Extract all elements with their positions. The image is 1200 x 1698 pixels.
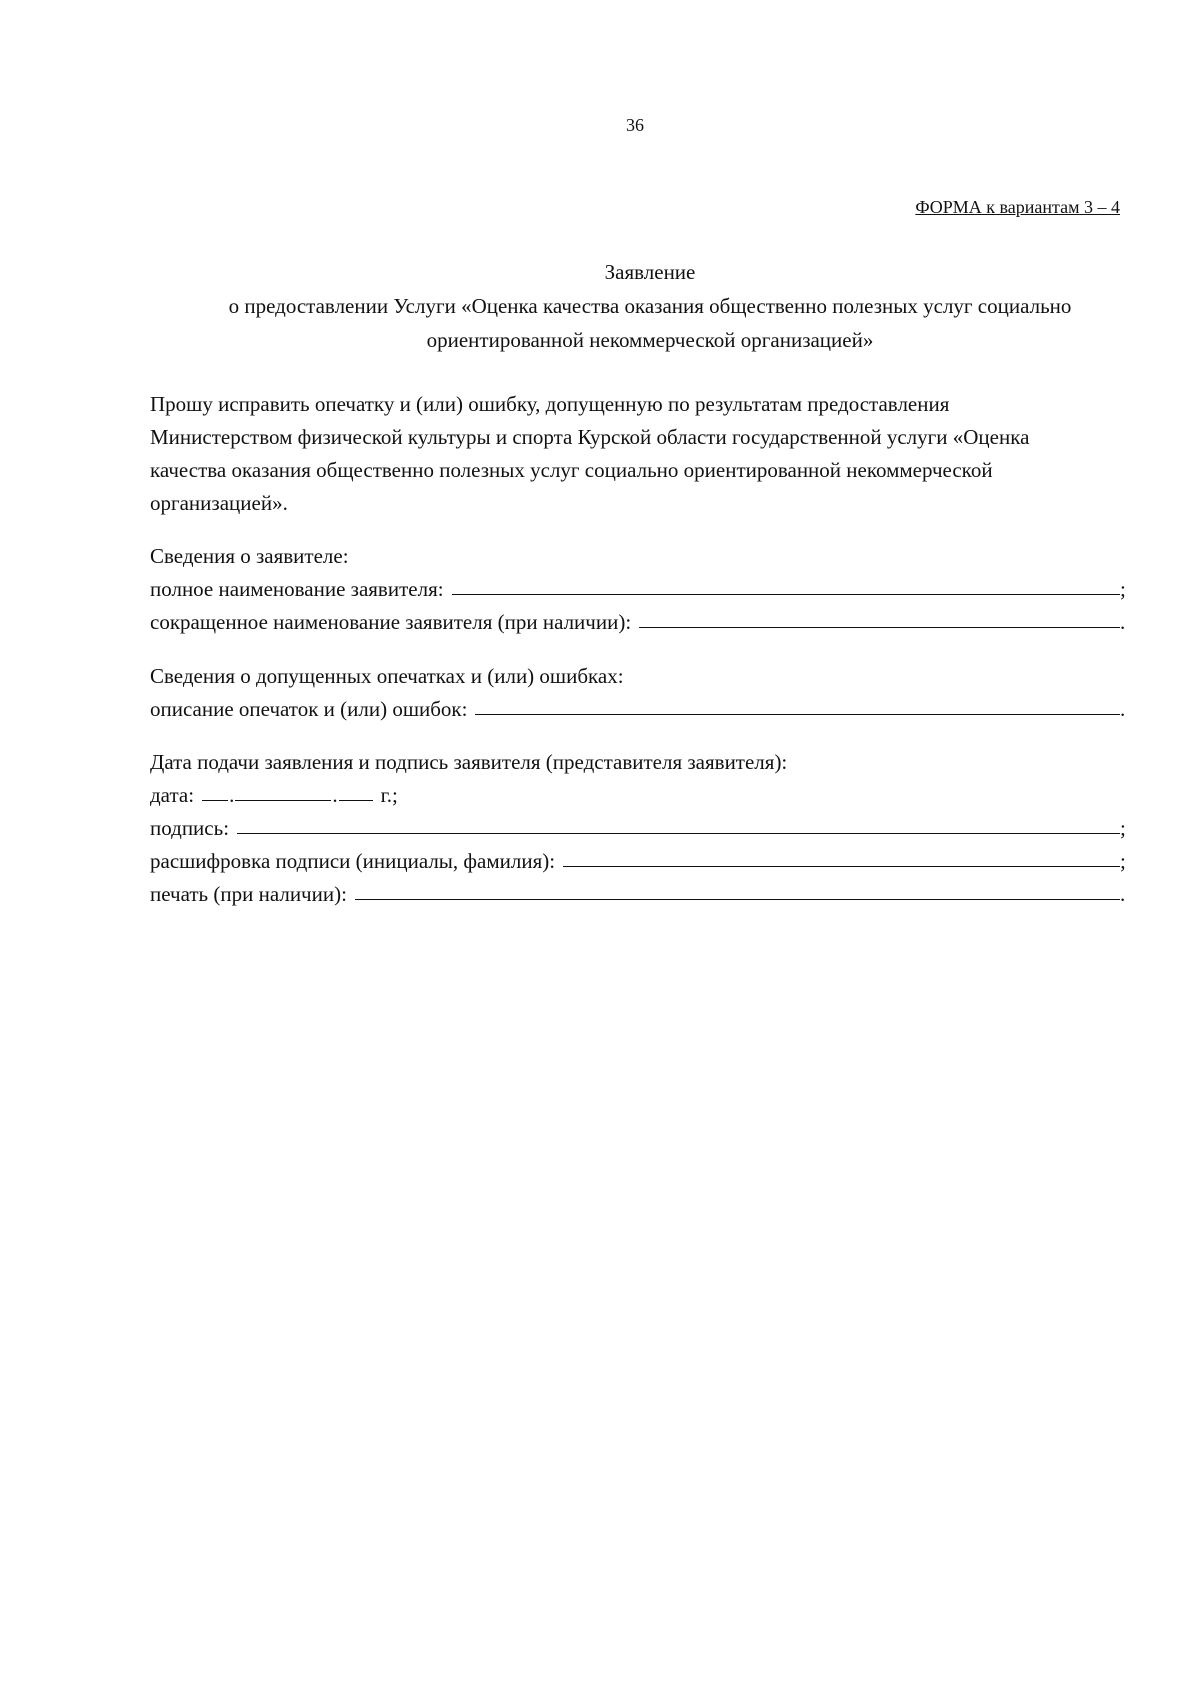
errors-description-label: описание опечаток и (или) ошибок: [150, 697, 468, 721]
title-line-2: ориентированной некоммерческой организацией» [426, 328, 874, 352]
errors-section [150, 656, 1130, 722]
decoding-field[interactable] [563, 865, 1120, 867]
errors-description-end: . [1120, 697, 1126, 721]
signature-row [150, 808, 1130, 841]
short-name-end: . [1120, 610, 1126, 634]
applicant-heading: Сведения о заявителе: [150, 544, 349, 568]
seal-end: . [1120, 882, 1126, 906]
form-reference: ФОРМА к вариантам 3 – 4 [915, 197, 1120, 217]
date-month-field[interactable] [235, 799, 331, 801]
short-name-label: сокращенное наименование заявителя (при наличии): [150, 610, 632, 634]
decoding-label: расшифровка подписи (инициалы, фамилия): [150, 849, 556, 873]
request-paragraph [150, 388, 1150, 520]
decoding-row [150, 841, 1130, 874]
seal-field[interactable] [355, 898, 1120, 900]
seal-label: печать (при наличии): [150, 882, 347, 906]
request-line-3: качества оказания общественно полезных услуг социально ориентированной некоммерческой [150, 458, 993, 482]
signature-end: ; [1120, 816, 1126, 840]
full-name-field[interactable] [452, 593, 1120, 595]
request-line-4: организацией». [150, 491, 288, 515]
page-number: 36 [626, 115, 644, 135]
document-title [150, 255, 1150, 357]
date-separator-1: . [229, 783, 235, 807]
signature-label: подпись: [150, 816, 230, 840]
seal-row [150, 874, 1130, 907]
request-line-2: Министерством физической культуры и спорта Курской области государственной услуги «Оценка [150, 425, 1030, 449]
submission-heading-row [150, 742, 1130, 775]
request-line-1: Прошу исправить опечатку и (или) ошибку, допущенную по результатам предоставления [150, 392, 950, 416]
date-year-field[interactable] [339, 799, 373, 801]
submission-section [150, 742, 1130, 907]
full-name-label: полное наименование заявителя: [150, 577, 444, 601]
short-name-row [150, 602, 1130, 635]
submission-heading: Дата подачи заявления и подпись заявителя (представителя заявителя): [150, 750, 788, 774]
applicant-heading-row [150, 536, 1130, 569]
short-name-field[interactable] [639, 626, 1120, 628]
decoding-end: ; [1120, 849, 1126, 873]
date-label: дата: [150, 783, 195, 807]
title-line-1: о предоставлении Услуги «Оценка качества оказания общественно полезных услуг социально [228, 294, 1072, 318]
full-name-end: ; [1120, 577, 1126, 601]
errors-description-field[interactable] [475, 713, 1120, 715]
date-separator-2: . [332, 783, 338, 807]
errors-description-row [150, 689, 1130, 722]
date-row [150, 775, 1130, 808]
date-day-field[interactable] [202, 799, 228, 801]
applicant-section [150, 536, 1130, 635]
full-name-row [150, 569, 1130, 602]
errors-heading: Сведения о допущенных опечатках и (или) ошибках: [150, 664, 624, 688]
signature-field[interactable] [237, 832, 1120, 834]
errors-heading-row [150, 656, 1130, 689]
date-suffix: г.; [380, 783, 398, 807]
title-heading: Заявление [604, 260, 696, 284]
